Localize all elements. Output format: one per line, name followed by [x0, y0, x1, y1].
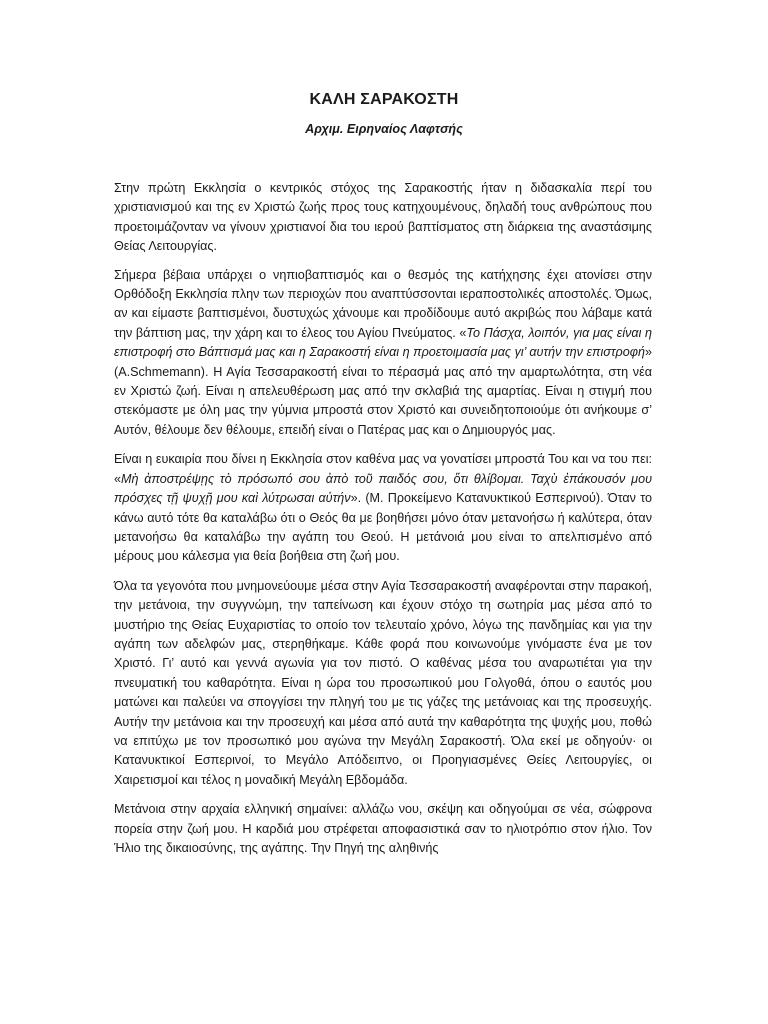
- paragraph-2: [114, 266, 652, 441]
- document-body: [114, 179, 652, 868]
- document-author: Αρχιμ. Ειρηναίος Λαφτσής: [305, 122, 463, 136]
- paragraph-2-quote: Το Πάσχα, λοιπόν, για μας είναι η επιστροφή στο Βάπτισμά μας και η Σαρακοστή είναι η προετοιμασία μας γι’ αυτήν την επιστροφή: [114, 325, 652, 360]
- document-title: ΚΑΛΗ ΣΑΡΑΚΟΣΤΗ: [309, 91, 459, 108]
- paragraph-4: Όλα τα γεγονότα που μνημονεύουμε μέσα στην Αγία Τεσσαρακοστή αναφέρονται στην παρακοή, την μετάνοια, την συγγνώμη, την ταπείνωση και έχουν στόχο τη σωτηρία μας μέσα από το μυστήριο της Θείας Ευχαριστίας το οποίο τον τελευταίο χρόνο, λόγω της πανδημίας και για την αγάπη των αδελφών μας, στερηθήκαμε. Κάθε φορά που κοινωνούμε γινόμαστε ένα με τον Χριστό. Γι’ αυτό και γεννά αγωνία για τον πιστό. Ο καθένας μέσα του αναρωτιέται για την πνευματική του καθαρότητα. Είναι η ώρα του προσωπικού μου Γολγοθά, όπου ο εαυτός μου ματώνει και παλεύει να σπογγίσει την πληγή του με τις γάζες της μετάνοιας και της προσευχής. Αυτήν την μετάνοια και την προσευχή και μέσα από αυτά την καθαρότητα της ψυχής μου, ποθώ να επιτύχω με τον προσωπικό μου αγώνα την Μεγάλη Σαρακοστή. Όλα εκεί με οδηγούν· οι Κατανυκτικοί Εσπερινοί, το Μεγάλο Απόδειπνο, οι Προηγιασμένες Θείες Λειτουργίες, οι Χαιρετισμοί και τέλος η μοναδική Μεγάλη Εβδομάδα.: [114, 578, 652, 787]
- paragraph-2-text-before: Σήμερα βέβαια υπάρχει ο νηπιοβαπτισμός και ο θεσμός της κατήχησης έχει ατονίσει στην Ορθόδοξη Εκκλησία πλην των περιοχών που αναπτύσσονται ιεραποστολικές αποστολές. Όμως, αν και είμαστε βαπτισμένοι, δυστυχώς χάνουμε και προδίδουμε αυτό ακριβώς που λάβαμε κατά την βάπτιση μας, την χάρη και το έλεος του Αγίου Πνεύματος. «: [114, 267, 652, 340]
- paragraph-3-text-after: ». (Μ. Προκείμενο Κατανυκτικού Εσπερινού). Όταν το κάνω αυτό τότε θα καταλάβω ότι ο Θεός θα με βοηθήσει μόνο όταν μετανοήσω ή καλύτερα, όταν μετανοήσω θα καταλάβω την αγάπη του Θεού. Η μετάνοιά μου είναι το απελπισμένο από μέρους μου κάλεσμα για θεία βοήθεια στη ζωή μου.: [114, 491, 652, 564]
- paragraph-3-text-before: Είναι η ευκαιρία που δίνει η Εκκλησία στον καθένα μας να γονατίσει μπροστά Του και να του πει: «: [114, 452, 652, 486]
- paragraph-3: [114, 450, 652, 566]
- paragraph-1: Στην πρώτη Εκκλησία ο κεντρικός στόχος της Σαρακοστής ήταν η διδασκαλία περί του χριστιανισμού και της εν Χριστώ ζωής προς τους κατηχουμένους, δηλαδή τους ανθρώπους που προετοιμάζονταν να γίνουν χριστιανοί δια του ιερού βαπτίσματος στη διάρκεια της αναστάσιμης Θείας Λειτουργίας.: [114, 181, 652, 254]
- paragraph-3-quote: Μὴ ἀποστρέψῃς τὸ πρόσωπό σου ἀπὸ τοῦ παιδός σου, ὅτι θλίβομαι. Ταχὺ ἐπάκουσόν μου πρόσχες τῇ ψυχῇ μου καὶ λύτρωσαι αὐτήν: [114, 471, 652, 506]
- paragraph-5: Μετάνοια στην αρχαία ελληνική σημαίνει: αλλάζω νου, σκέψη και οδηγούμαι σε νέα, σώφρονα πορεία στην ζωή μου. Η καρδιά μου στρέφεται αποφασιστικά σαν το ηλιοτρόπιο στον ήλιο. Τον Ήλιο της δικαιοσύνης, της αγάπης. Την Πηγή της αληθινής: [114, 802, 652, 855]
- paragraph-2-text-after: » (A.Schmemann). Η Αγία Τεσσαρακοστή είναι το πέρασμά μας από την αμαρτωλότητα, στη νέα εν Χριστώ ζωή. Είναι η απελευθέρωση μας από την σκλαβιά της αμαρτίας. Είναι η στιγμή που στεκόμαστε με όλη μας την γύμνια μπροστά στον Χριστό και συνειδητοποιούμε ότι ανήκουμε σ’ Αυτόν, θέλουμε δεν θέλουμε, επειδή είναι ο Πατέρας μας και ο Δημιουργός μας.: [114, 345, 652, 437]
